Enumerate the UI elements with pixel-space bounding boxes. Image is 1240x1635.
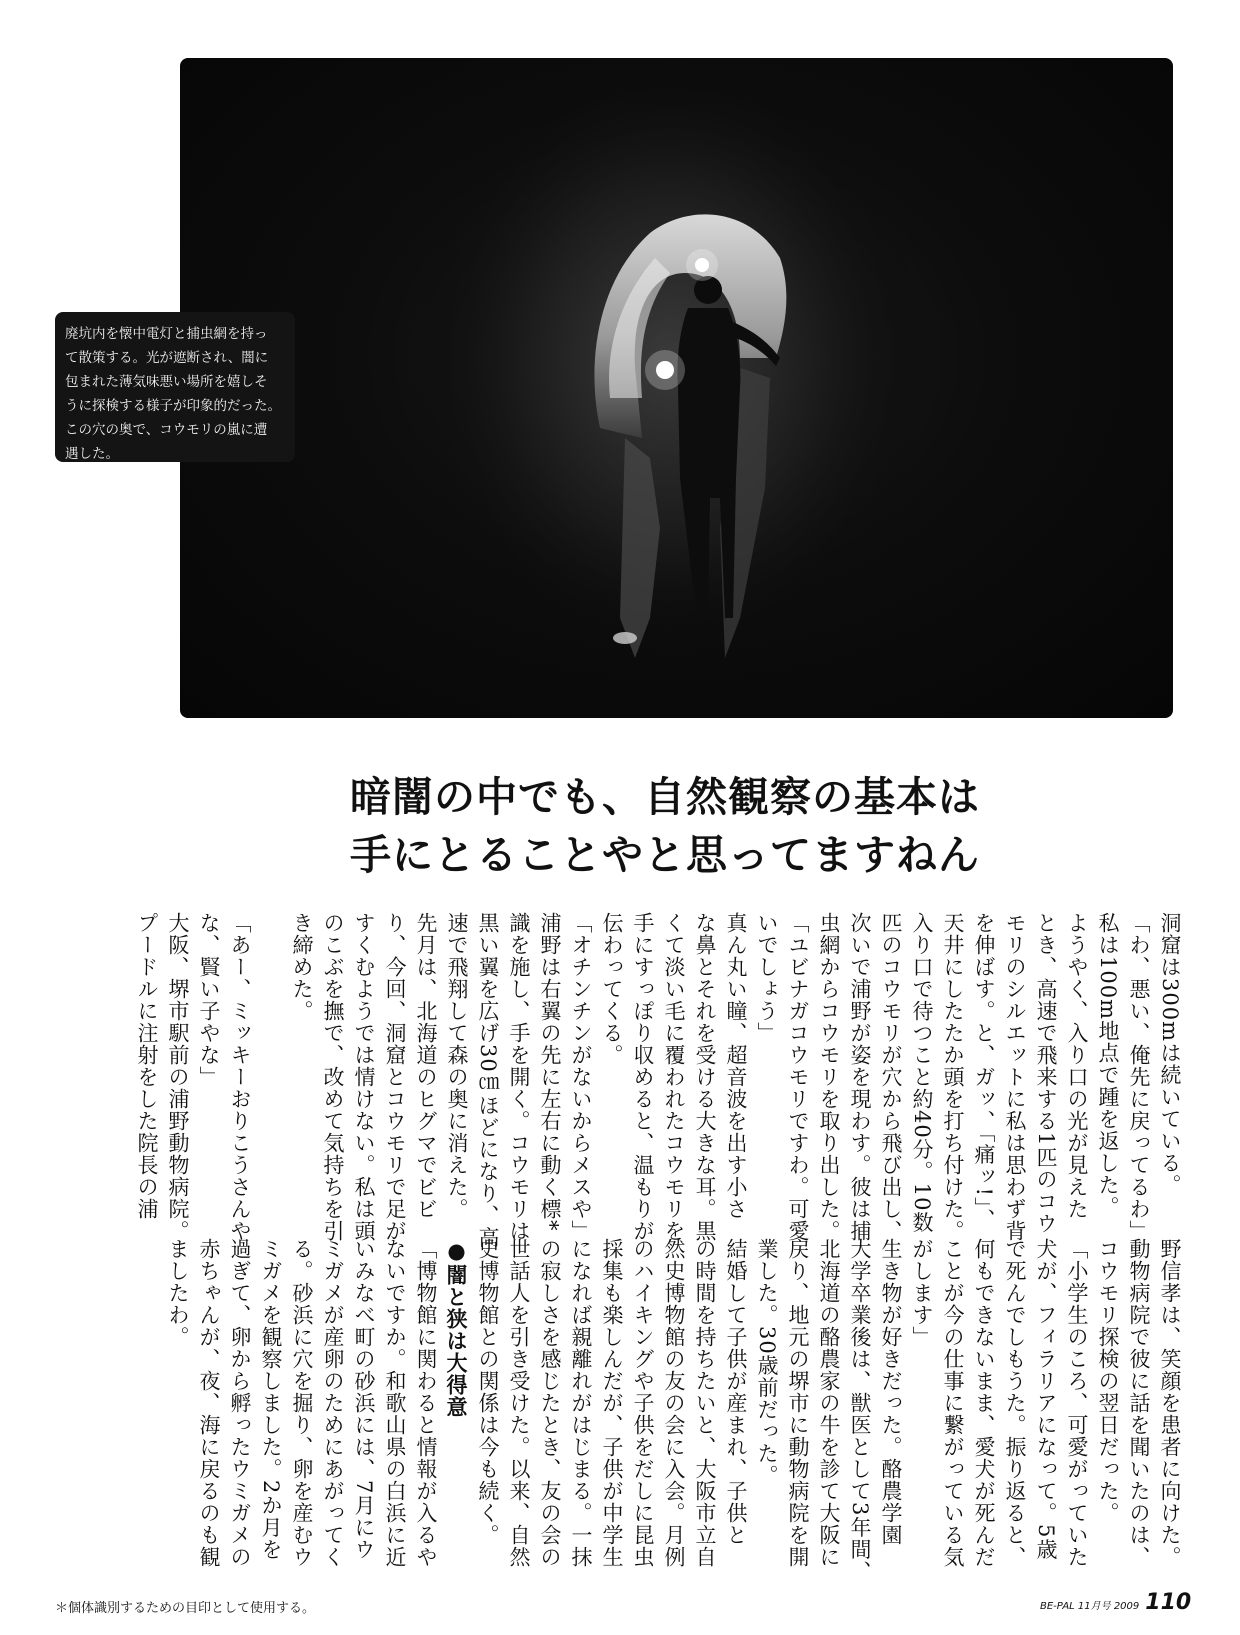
article-line: 浦野は右翼の先に左右に動く標*: [538, 912, 562, 1232]
article-line: のハイキングや子供をだしに昆虫: [631, 1238, 655, 1568]
article-line: 「博物館に関わると情報が入るや: [414, 1238, 438, 1568]
article-line: る。砂浜に穴を掘り、卵を産むウ: [290, 1238, 314, 1568]
article-line: 業した。30歳前だった。: [755, 1238, 779, 1487]
article-line: ましたわ。: [166, 1238, 190, 1348]
headline: [350, 768, 980, 884]
magazine-issue: BE-PAL 11月号 2009: [1040, 1601, 1140, 1612]
tunnel-photo-illustration: [180, 58, 1173, 718]
article-line: 真ん丸い瞳、超音波を出す小さ: [724, 912, 748, 1220]
article-lower-block: [162, 1238, 1185, 1590]
caption-line: この穴の奥で、コウモリの嵐に遭: [65, 422, 268, 438]
caption-line: 包まれた薄気味悪い場所を嬉しそ: [65, 374, 268, 390]
article-line: いでしょう」: [755, 912, 779, 1044]
article-line: になれば親離れがはじまる。一抹: [569, 1238, 593, 1568]
article-line: ミガメが産卵のためにあがってく: [321, 1238, 345, 1568]
article-line: 「わ、悪い、俺先に戻ってるわ」: [1127, 912, 1151, 1242]
article-line: 次いで浦野が姿を現わす。彼は捕: [848, 912, 872, 1242]
article-line: 速で飛翔して森の奥に消えた。: [445, 912, 469, 1220]
photo-caption: [55, 312, 295, 462]
article-line: 何もできないまま、愛犬が死んだ: [972, 1238, 996, 1568]
article-upper-block: [131, 912, 1185, 1249]
article-line: すくむようでは情けない。私は頭: [352, 912, 376, 1242]
article-line: 過ぎて、卵から孵ったウミガメの: [228, 1238, 252, 1568]
article-line: ことが今の仕事に繋がっている気: [941, 1238, 965, 1568]
page-number: 110: [1145, 1590, 1192, 1615]
article-line: がします」: [910, 1238, 934, 1348]
page-folio: [1040, 1590, 1191, 1615]
article-line: 野信孝は、笑顔を患者に向けた。: [1158, 1238, 1182, 1568]
article-line: モリのシルエットに私は思わず背: [1003, 912, 1027, 1242]
article-line: の時間を持ちたいと、大阪市立自: [693, 1238, 717, 1568]
article-line: 手にすっぽり収めると、温もりが: [631, 912, 655, 1242]
article-line: ないですか。和歌山県の白浜に近: [383, 1238, 407, 1568]
article-line: コウモリ探検の翌日だった。: [1096, 1238, 1120, 1524]
article-line: 「小学生のころ、可愛がっていた: [1065, 1238, 1089, 1568]
article-line: な鼻とそれを受ける大きな耳。黒: [693, 912, 717, 1242]
article-line: 大阪、堺市駅前の浦野動物病院。: [166, 912, 190, 1242]
article-line: 動物病院で彼に話を聞いたのは、: [1127, 1238, 1151, 1568]
article-line: 先月は、北海道のヒグマでビビ: [414, 912, 438, 1220]
article-line: のこぶを撫で、改めて気持ちを引: [321, 912, 345, 1242]
article-line: 採集も楽しんだが、子供が中学生: [600, 1238, 624, 1568]
footnote: ＊個体識別するための目印として使用する。: [55, 1601, 316, 1616]
article-line: な、賢い子やな」: [197, 912, 221, 1088]
article-line: 伝わってくる。: [600, 912, 624, 1066]
article-line: 大学卒業後は、獣医として3年間、: [848, 1238, 872, 1583]
article-line: ミガメを観察しました。2か月を: [259, 1238, 283, 1561]
article-line: 結婚して子供が産まれ、子供と: [724, 1238, 748, 1546]
article-line: プードルに注射をした院長の浦: [135, 912, 159, 1220]
article-line: くて淡い毛に覆われたコウモリを: [662, 912, 686, 1242]
article-line: 北海道の酪農家の牛を診て大阪に: [817, 1238, 841, 1568]
article-line: 識を施し、手を開く。コウモリは: [507, 912, 531, 1242]
headline-line-2: 手にとることやと思ってますねん: [350, 831, 980, 879]
article-line: の寂しさを感じたとき、友の会の: [538, 1238, 562, 1568]
article-line: 「あー、ミッキーおりこうさんや: [228, 912, 252, 1242]
article-line: 犬が、フィラリアになって。5歳: [1034, 1238, 1058, 1561]
tunnel-photo: [180, 58, 1173, 718]
article-line: 然史博物館の友の会に入会。月例: [662, 1238, 686, 1568]
article-line: 「ユビナガコウモリですわ。可愛: [786, 912, 810, 1242]
article-line: 赤ちゃんが、夜、海に戻るのも観: [197, 1238, 221, 1568]
article-line: で死んでしもうた。振り返ると、: [1003, 1238, 1027, 1568]
article-line: 匹のコウモリが穴から飛び出し、: [879, 912, 903, 1242]
article-line: 「オチンチンがないからメスや」: [569, 912, 593, 1242]
article-line: 戻り、地元の堺市に動物病院を開: [786, 1238, 810, 1568]
caption-line: 遇した。: [65, 446, 119, 462]
caption-line: て散策する。光が遮断され、闇に: [65, 350, 269, 366]
headline-line-1: 暗闇の中でも、自然観察の基本は: [350, 773, 980, 821]
article-line: り、今回、洞窟とコウモリで足が: [383, 912, 407, 1242]
article-line: 黒い翼を広げ30㎝ほどになり、高: [476, 912, 500, 1249]
article-line: [255, 912, 286, 1192]
article-line: 世話人を引き受けた。以来、自然: [507, 1238, 531, 1568]
article-line: ようやく、入り口の光が見えた: [1065, 912, 1089, 1220]
article-line: 私は100m地点で踵を返した。: [1096, 912, 1120, 1218]
article-line: 虫網からコウモリを取り出した。: [817, 912, 841, 1242]
article-line: 入り口で待つこと約40分。10数: [910, 912, 934, 1234]
article-line: 史博物館との関係は今も続く。: [476, 1238, 500, 1546]
caption-line: 廃坑内を懐中電灯と捕虫網を持っ: [65, 326, 268, 342]
article-line: とき、高速で飛来する1匹のコウ: [1034, 912, 1058, 1235]
caption-line: うに探検する様子が印象的だった。: [65, 398, 281, 414]
article-line: を伸ばす。と、ガッ、「痛ッ!」、: [972, 912, 996, 1231]
article-line: 天井にしたたか頭を打ち付けた。: [941, 912, 965, 1242]
article-line: 洞窟は300mは続いている。: [1158, 912, 1182, 1196]
article-line: き締めた。: [290, 912, 314, 1022]
article-line: いみなべ町の砂浜には、7月にウ: [352, 1238, 376, 1561]
article-line: 生き物が好きだった。酪農学園: [879, 1238, 903, 1546]
article-line: ●闇と狭は大得意: [444, 1238, 469, 1418]
